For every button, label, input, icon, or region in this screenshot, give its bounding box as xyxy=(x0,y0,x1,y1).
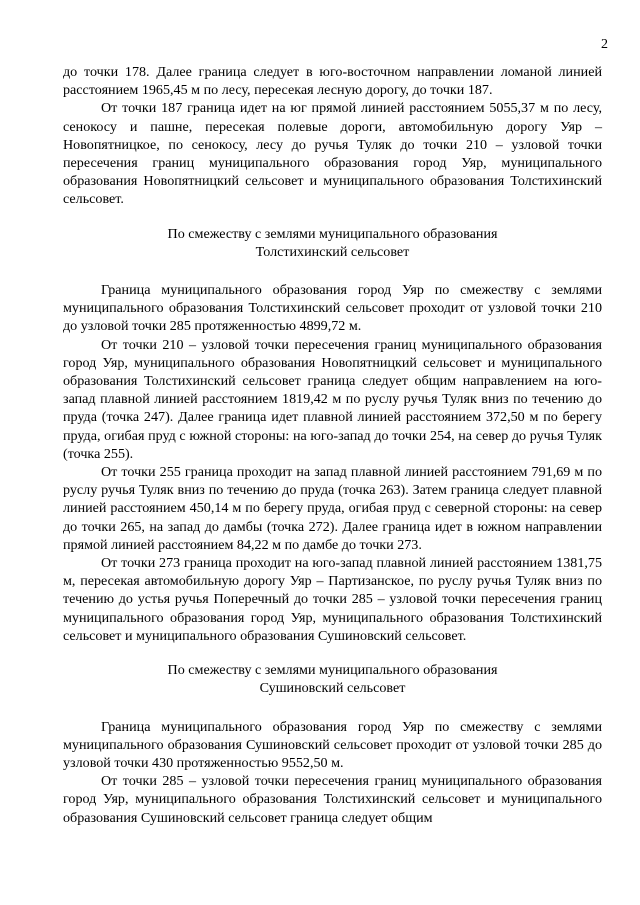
paragraph: От точки 210 – узловой точки пересечения границ муниципального образования город Уяр, муниципального образования Новопятницкий сельсовет и муниципального образования Толстихинский сельсовет граница следует общим направлением на юго-запад плавной линией расстоянием 1819,42 м по руслу ручья Туляк вниз по течению до пруда (точка 247). Далее граница идет плавной линией расстоянием 372,50 м по берегу пруда, огибая пруд с южной стороны: на юго-запад до точки 254, на север до ручья Туляк (точка 255). xyxy=(63,336,602,462)
paragraph: Граница муниципального образования город Уяр по смежеству с землями муниципального образования Толстихинский сельсовет проходит от узловой точки 210 до узловой точки 285 протяженностью 4899,72 м. xyxy=(63,282,602,335)
section-heading-sushinovsky xyxy=(63,661,602,697)
paragraph: Граница муниципального образования город Уяр по смежеству с землями муниципального образования Сушиновский сельсовет проходит от узловой точки 285 до узловой точки 430 протяженностью 9552,50 м. xyxy=(63,718,602,771)
section-heading-line: По смежеству с землями муниципального образования xyxy=(167,225,498,242)
paragraph: От точки 285 – узловой точки пересечения границ муниципального образования город Уяр, муниципального образования Толстихинский сельсовет и муниципального образования Сушиновский сельсовет граница следует общим xyxy=(63,773,602,826)
document-body xyxy=(63,63,602,827)
paragraph: до точки 178. Далее граница следует в юго-восточном направлении ломаной линией расстоянием 1965,45 м по лесу, пересекая лесную дорогу, до точки 187. xyxy=(63,64,602,99)
section-heading-line: Сушиновский сельсовет xyxy=(259,680,406,697)
section-heading-tolstikhinsky xyxy=(63,225,602,261)
paragraph: От точки 255 граница проходит на запад плавной линией расстоянием 791,69 м по руслу ручья Туляк вниз по течению до пруда (точка 263). Затем граница следует плавной линией расстоянием 450,14 м по берегу пруда, огибая пруд с северной стороны: на север до точки 265, на запад до дамбы (точка 272). Далее граница идет в южном направлении прямой линией расстоянием 84,22 м по дамбе до точки 273. xyxy=(63,464,602,553)
section-heading-line: По смежеству с землями муниципального образования xyxy=(167,662,498,679)
paragraph: От точки 187 граница идет на юг прямой линией расстоянием 5055,37 м по лесу, сенокосу и пашне, пересекая полевые дороги, автомобильную дорогу Уяр – Новопятницкое, по сенокосу, лесу до ручья Туляк до точки 210 – узловой точки пересечения границ муниципального образования город Уяр, муниципального образования Новопятницкий сельсовет и муниципального образования Толстихинский сельсовет. xyxy=(63,100,602,208)
paragraph: От точки 273 граница проходит на юго-запад плавной линией расстоянием 1381,75 м, пересекая автомобильную дорогу Уяр – Партизанское, по руслу ручья Туляк вниз по течению до устья ручья Поперечный до точки 285 – узловой точки пересечения границ муниципального образования город Уяр, муниципального образования Толстихинский сельсовет и муниципального образования Сушиновский сельсовет. xyxy=(63,555,602,644)
page-number: 2 xyxy=(601,37,608,52)
section-heading-line: Толстихинский сельсовет xyxy=(255,243,410,260)
